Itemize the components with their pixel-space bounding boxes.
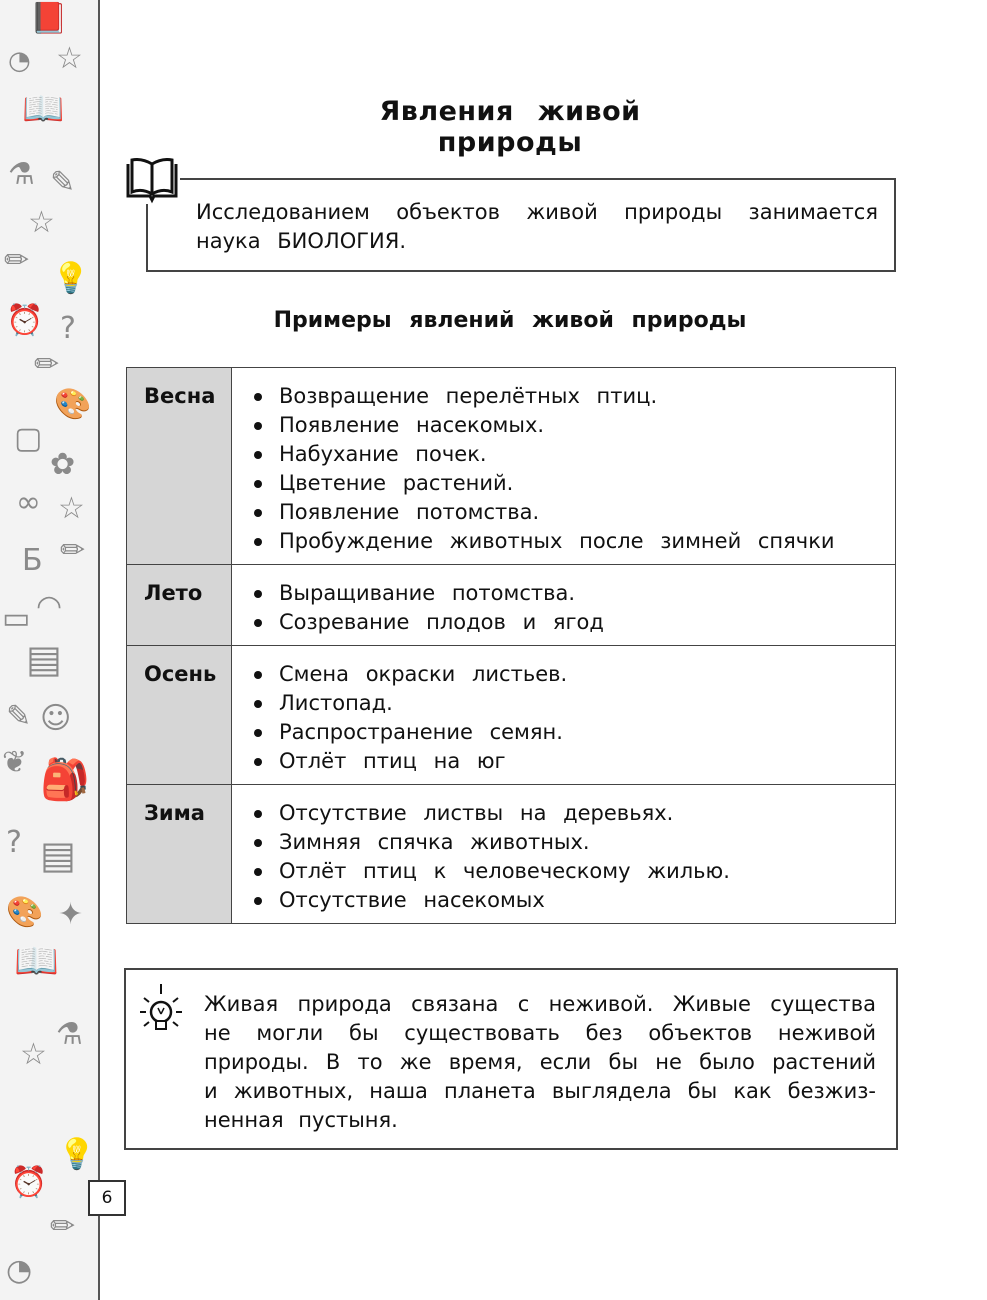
page-number: 6 xyxy=(88,1180,126,1216)
season-name: Лето xyxy=(127,565,232,646)
season-row xyxy=(127,646,896,785)
season-items xyxy=(232,646,896,785)
season-name: Весна xyxy=(127,368,232,565)
list-item: Листопад. xyxy=(252,689,895,718)
list-item: Отлёт птиц на юг xyxy=(252,747,895,776)
star-doodle-icon: ☆ xyxy=(56,41,83,76)
letter-doodle-icon: Б xyxy=(22,543,43,578)
season-name: Осень xyxy=(127,646,232,785)
season-items xyxy=(232,368,896,565)
list-item: Цветение растений. xyxy=(252,469,895,498)
season-phenomena-list xyxy=(252,579,895,637)
note-doodle-icon: ▢ xyxy=(14,421,43,456)
season-items xyxy=(232,565,896,646)
list-item: Появление насекомых. xyxy=(252,411,895,440)
list-item: Возвращение перелётных птиц. xyxy=(252,382,895,411)
list-item: Набухание почек. xyxy=(252,440,895,469)
brush-doodle-icon: ✎ xyxy=(50,165,76,200)
book-doodle-icon: 📕 xyxy=(30,1,68,36)
clock-doodle-icon: ⏰ xyxy=(6,303,44,338)
apple-doodle-icon: ☺ xyxy=(40,701,72,736)
pencil-doodle-icon: ✏ xyxy=(34,347,60,382)
open-book-icon xyxy=(124,158,180,204)
info-text: Исследованием объектов живой природы занимается наука БИОЛОГИЯ. xyxy=(196,200,878,253)
season-row xyxy=(127,368,896,565)
list-item: Появление потомства. xyxy=(252,498,895,527)
leaf-doodle-icon: ❦ xyxy=(2,745,28,780)
flask-doodle-icon: ⚗ xyxy=(8,157,35,192)
clock-doodle-icon: ⏰ xyxy=(10,1165,48,1200)
lightbulb-icon xyxy=(138,984,184,1040)
info-box xyxy=(146,178,896,272)
season-row xyxy=(127,565,896,646)
note-text: Живая природа связана с неживой. Живые существа не могли бы существовать без объектов неживой природы. В то же время, если бы не было растений и животных, наша планета выглядела бы как безжиз-ненная пустыня. xyxy=(204,992,876,1132)
list-item: Смена окраски листьев. xyxy=(252,660,895,689)
section-title: Примеры явлений живой природы xyxy=(273,308,747,333)
list-item: Выращивание потомства. xyxy=(252,579,895,608)
palette-doodle-icon: 🎨 xyxy=(6,895,44,930)
open-book-doodle-icon: 📖 xyxy=(22,89,65,129)
list-item: Отсутствие насекомых xyxy=(252,886,895,915)
lightbulb-doodle-icon: 💡 xyxy=(58,1137,96,1172)
book-doodle-icon: ▤ xyxy=(40,833,76,877)
lightbulb-doodle-icon: 💡 xyxy=(52,261,90,296)
season-phenomena-list xyxy=(252,799,895,915)
season-row xyxy=(127,785,896,924)
note-box xyxy=(124,968,898,1150)
ruler-doodle-icon: ▭ xyxy=(2,601,31,636)
decorative-side-strip xyxy=(0,0,100,1300)
season-name: Зима xyxy=(127,785,232,924)
star-doodle-icon: ☆ xyxy=(28,205,55,240)
brush-doodle-icon: ✎ xyxy=(6,699,32,734)
list-item: Отсутствие листвы на деревьях. xyxy=(252,799,895,828)
pencil-doodle-icon: ✏ xyxy=(50,1209,76,1244)
star-doodle-icon: ✦ xyxy=(58,897,84,932)
backpack-doodle-icon: 🎒 xyxy=(40,757,90,803)
star-doodle-icon: ☆ xyxy=(58,491,85,526)
page-title: Явления живой природы xyxy=(379,96,641,158)
list-item: Созревание плодов и ягод xyxy=(252,608,895,637)
glasses-doodle-icon: ∞ xyxy=(16,485,41,520)
palette-doodle-icon: 🎨 xyxy=(54,387,92,422)
list-item: Зимняя спячка животных. xyxy=(252,828,895,857)
notebook-doodle-icon: ▤ xyxy=(26,637,62,681)
list-item: Распространение семян. xyxy=(252,718,895,747)
flower-doodle-icon: ✿ xyxy=(50,447,76,482)
question-doodle-icon: ? xyxy=(60,311,76,346)
protractor-doodle-icon: ◠ xyxy=(36,589,63,624)
seasons-table xyxy=(126,367,896,924)
star-doodle-icon: ☆ xyxy=(20,1037,47,1072)
list-item: Отлёт птиц к человеческому жилью. xyxy=(252,857,895,886)
season-items xyxy=(232,785,896,924)
flask-doodle-icon: ⚗ xyxy=(56,1017,83,1052)
season-phenomena-list xyxy=(252,382,895,556)
pencil-doodle-icon: ✏ xyxy=(60,533,86,568)
season-phenomena-list xyxy=(252,660,895,776)
pencil-doodle-icon: ✏ xyxy=(4,243,30,278)
question-doodle-icon: ? xyxy=(6,825,22,860)
list-item: Пробуждение животных после зимней спячки xyxy=(252,527,895,556)
open-book-doodle-icon: 📖 xyxy=(14,941,59,982)
palette-doodle-icon: ◔ xyxy=(6,1253,33,1288)
palette-doodle-icon: ◔ xyxy=(8,46,31,76)
